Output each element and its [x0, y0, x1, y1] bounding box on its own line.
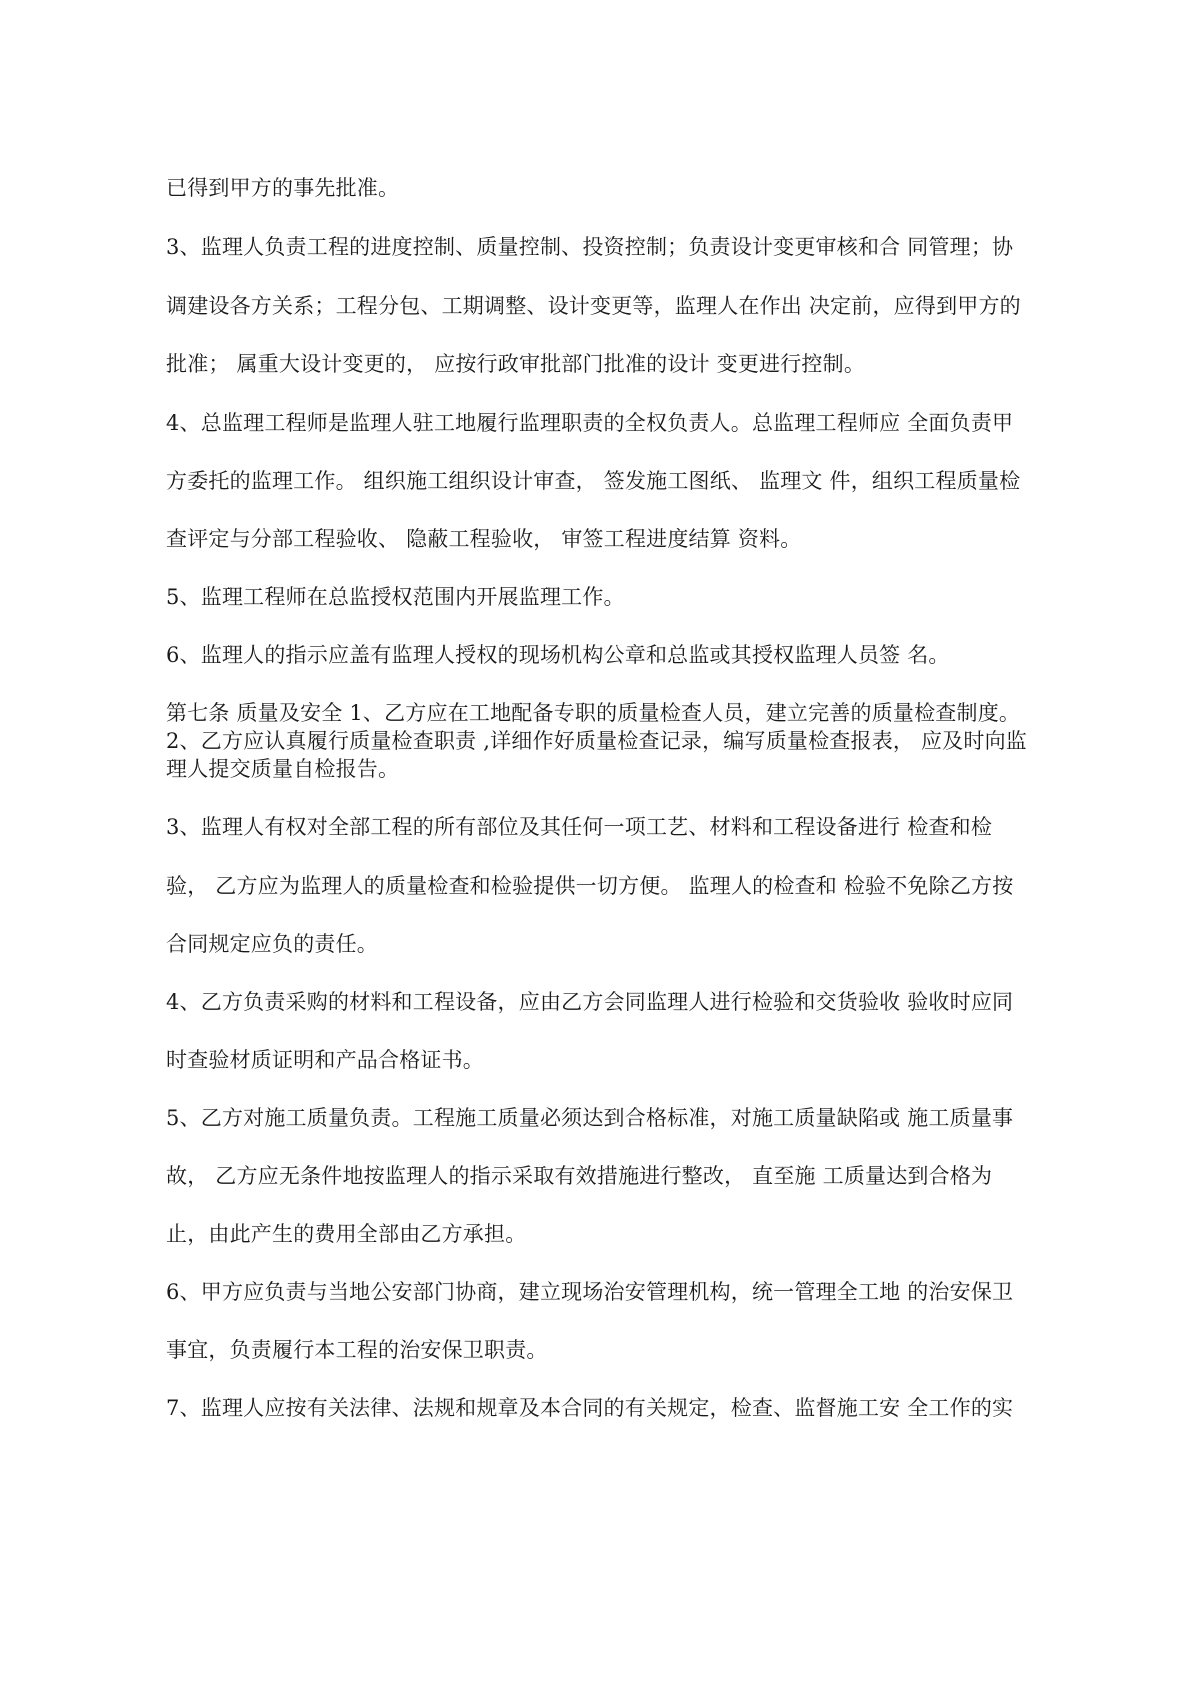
text-line: 方委托的监理工作。 组织施工组织设计审查， 签发施工图纸、 监理文 件，组织工程质量检	[166, 469, 1021, 493]
text-line: 故， 乙方应无条件地按监理人的指示采取有效措施进行整改， 直至施 工质量达到合格为	[166, 1164, 993, 1188]
text-line: 4、乙方负责采购的材料和工程设备，应由乙方会同监理人进行检验和交货验收 验收时应同	[166, 990, 1014, 1014]
text-line: 调建设各方关系；工程分包、工期调整、设计变更等，监理人在作出 决定前，应得到甲方的	[166, 294, 1021, 318]
text-line: 已得到甲方的事先批准。	[166, 176, 400, 200]
text-line: 第七条 质量及安全 1、乙方应在工地配备专职的质量检查人员，建立完善的质量检查制度。	[166, 701, 1021, 725]
text-line: 批准； 属重大设计变更的， 应按行政审批部门批准的设计 变更进行控制。	[166, 352, 866, 376]
text-line: 7、监理人应按有关法律、法规和规章及本合同的有关规定，检查、监督施工安 全工作的实	[166, 1396, 1014, 1420]
text-line: 2、乙方应认真履行质量检查职责 ,详细作好质量检查记录，编写质量检查报表， 应及时向监	[166, 729, 1027, 753]
text-line: 6、甲方应负责与当地公安部门协商，建立现场治安管理机构，统一管理全工地 的治安保卫	[166, 1280, 1014, 1304]
text-line: 理人提交质量自检报告。	[166, 757, 400, 781]
text-line: 5、监理工程师在总监授权范围内开展监理工作。	[166, 585, 625, 609]
text-line: 6、监理人的指示应盖有监理人授权的现场机构公章和总监或其授权监理人员签 名。	[166, 643, 950, 667]
text-line: 合同规定应负的责任。	[166, 932, 378, 956]
text-line: 5、乙方对施工质量负责。工程施工质量必须达到合格标准，对施工质量缺陷或 施工质量事	[166, 1106, 1014, 1130]
text-line: 验， 乙方应为监理人的质量检查和检验提供一切方便。 监理人的检查和 检验不免除乙方按	[166, 874, 1014, 898]
text-line: 3、监理人有权对全部工程的所有部位及其任何一项工艺、材料和工程设备进行 检查和检	[166, 815, 993, 839]
text-line: 3、监理人负责工程的进度控制、质量控制、投资控制；负责设计变更审核和合 同管理；协	[166, 235, 1014, 259]
text-line: 4、总监理工程师是监理人驻工地履行监理职责的全权负责人。总监理工程师应 全面负责甲	[166, 411, 1014, 435]
text-line: 事宜，负责履行本工程的治安保卫职责。	[166, 1338, 548, 1362]
text-line: 查评定与分部工程验收、 隐蔽工程验收， 审签工程进度结算 资料。	[166, 527, 802, 551]
text-line: 时查验材质证明和产品合格证书。	[166, 1048, 484, 1072]
text-line: 止，由此产生的费用全部由乙方承担。	[166, 1222, 527, 1246]
